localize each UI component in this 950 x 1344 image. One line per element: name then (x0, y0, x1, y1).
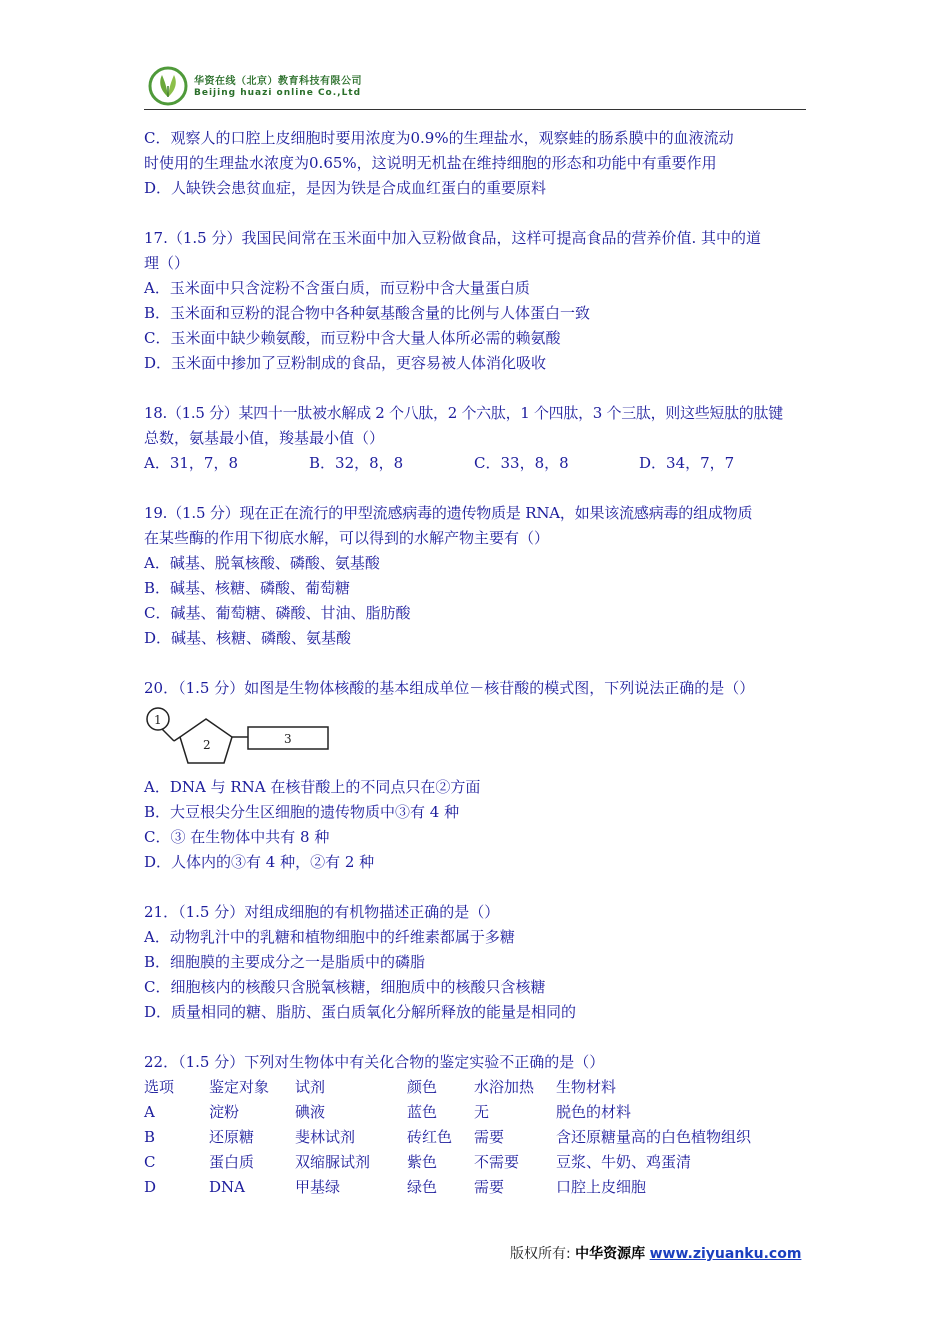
company-name-cn: 华资在线（北京）教育科技有限公司 (194, 76, 362, 87)
q21-option-b: B．细胞膜的主要成分之一是脂质中的磷脂 (144, 953, 426, 971)
q19-option-a: A．碱基、脱氧核酸、磷酸、氨基酸 (144, 554, 380, 572)
q16-option-d: D．人缺铁会患贫血症，是因为铁是合成血红蛋白的重要原料 (144, 179, 547, 197)
q17-stem-line2: 理（） (144, 254, 190, 272)
q18-option-a: A．31，7，8 (144, 454, 239, 472)
q20-option-d: D．人体内的③有 4 种，②有 2 种 (144, 853, 375, 871)
page-header (144, 66, 806, 110)
table-cell: 豆浆、牛奶、鸡蛋清 (556, 1153, 692, 1171)
q18-options (144, 451, 808, 476)
table-cell: A (144, 1103, 155, 1121)
q18-stem-line1: 18.（1.5 分）某四十一肽被水解成 2 个八肽，2 个六肽，1 个四肽，3 个三肽，则这些短肽的肽键 (144, 404, 783, 422)
bond-line-1 (162, 729, 174, 741)
q18-option-d: D．34，7，7 (639, 454, 735, 472)
nucleotide-diagram (144, 705, 808, 767)
table-header-cell: 水浴加热 (474, 1078, 535, 1096)
table-header-cell: 试剂 (295, 1078, 326, 1096)
q21-option-c: C．细胞核内的核酸只含脱氧核糖，细胞质中的核酸只含核糖 (144, 978, 546, 996)
q21-option-a: A．动物乳汁中的乳糖和植物细胞中的纤维素都属于多糖 (144, 928, 515, 946)
table-row (144, 1175, 796, 1200)
table-cell: 需要 (474, 1178, 505, 1196)
figure-label-3: 3 (284, 732, 292, 746)
table-cell: 脱色的材料 (556, 1103, 632, 1121)
header-divider (144, 109, 806, 110)
q21-stem: 21．（1.5 分）对组成细胞的有机物描述正确的是（） (144, 903, 500, 921)
q22-stem: 22．（1.5 分）下列对生物体中有关化合物的鉴定实验不正确的是（） (144, 1053, 605, 1071)
q19-option-b: B．碱基、核糖、磷酸、葡萄糖 (144, 579, 351, 597)
company-name-en: Beijing huazi online Co.,Ltd (194, 88, 362, 98)
copyright-label: 版权所有: (510, 1246, 571, 1262)
table-cell: 斐林试剂 (295, 1128, 356, 1146)
q19-stem-line2: 在某些酶的作用下彻底水解，可以得到的水解产物主要有（） (144, 529, 550, 547)
table-cell: 紫色 (407, 1153, 438, 1171)
table-cell: D (144, 1178, 157, 1196)
table-cell: 不需要 (474, 1153, 520, 1171)
q17-option-c: C．玉米面中缺少赖氨酸，而豆粉中含大量人体所必需的赖氨酸 (144, 329, 561, 347)
q20-option-a: A．DNA 与 RNA 在核苷酸上的不同点只在②方面 (144, 778, 481, 796)
q19-option-c: C．碱基、葡萄糖、磷酸、甘油、脂肪酸 (144, 604, 411, 622)
table-cell: 绿色 (407, 1178, 438, 1196)
table-cell: 蓝色 (407, 1103, 438, 1121)
site-name: 中华资源库 (575, 1246, 646, 1262)
table-cell: C (144, 1153, 156, 1171)
table-cell: 口腔上皮细胞 (556, 1178, 647, 1196)
q17-option-b: B．玉米面和豆粉的混合物中各种氨基酸含量的比例与人体蛋白一致 (144, 304, 591, 322)
q19-stem-line1: 19.（1.5 分）现在正在流行的甲型流感病毒的遗传物质是 RNA，如果该流感病毒的组成物质 (144, 504, 753, 522)
figure-label-2: 2 (203, 738, 211, 752)
q17-option-d: D．玉米面中掺加了豆粉制成的食品，更容易被人体消化吸收 (144, 354, 547, 372)
table-cell: B (144, 1128, 156, 1146)
q20-option-c: C．③ 在生物体中共有 8 种 (144, 828, 330, 846)
table-cell: 淀粉 (209, 1103, 240, 1121)
q16-option-c-line1: C．观察人的口腔上皮细胞时要用浓度为0.9%的生理盐水，观察蛙的肠系膜中的血液流动 (144, 129, 734, 147)
table-cell: 含还原糖量高的白色植物组织 (556, 1128, 752, 1146)
q20-stem: 20．（1.5 分）如图是生物体核酸的基本组成单位－核苷酸的模式图，下列说法正确的是（） (144, 679, 755, 697)
q20-option-b: B．大豆根尖分生区细胞的遗传物质中③有 4 种 (144, 803, 460, 821)
figure-label-1: 1 (154, 713, 162, 727)
leaf-circle-logo-icon (148, 66, 188, 106)
table-cell: 砖红色 (407, 1128, 453, 1146)
table-row (144, 1100, 796, 1125)
table-row (144, 1125, 796, 1150)
table-header-cell: 选项 (144, 1078, 175, 1096)
table-header-cell: 鉴定对象 (209, 1078, 270, 1096)
table-cell: 蛋白质 (209, 1153, 255, 1171)
table-cell: DNA (209, 1178, 245, 1196)
q18-stem-line2: 总数，氨基最小值，羧基最小值（） (144, 429, 385, 447)
q22-table (144, 1075, 796, 1200)
q17-option-a: A．玉米面中只含淀粉不含蛋白质，而豆粉中含大量蛋白质 (144, 279, 530, 297)
table-cell: 需要 (474, 1128, 505, 1146)
q18-option-b: B．32，8，8 (309, 454, 404, 472)
table-header-cell: 颜色 (407, 1078, 438, 1096)
q18-option-c: C．33，8，8 (474, 454, 569, 472)
table-cell: 双缩脲试剂 (295, 1153, 371, 1171)
q17-stem-line1: 17.（1.5 分）我国民间常在玉米面中加入豆粉做食品，这样可提高食品的营养价值. 其中的道 (144, 229, 762, 247)
table-cell: 还原糖 (209, 1128, 255, 1146)
table-row (144, 1150, 796, 1175)
nucleotide-diagram-svg (144, 705, 344, 767)
q19-option-d: D．碱基、核糖、磷酸、氨基酸 (144, 629, 352, 647)
site-url-link[interactable]: www.ziyuanku.com (649, 1246, 802, 1262)
table-header-row (144, 1075, 796, 1100)
table-cell: 无 (474, 1103, 490, 1121)
q21-option-d: D．质量相同的糖、脂肪、蛋白质氧化分解所释放的能量是相同的 (144, 1003, 577, 1021)
q16-option-c-line2: 时使用的生理盐水浓度为0.65%，这说明无机盐在维持细胞的形态和功能中有重要作用 (144, 154, 717, 172)
table-header-cell: 生物材料 (556, 1078, 617, 1096)
page-footer (510, 1243, 801, 1263)
question-content (144, 126, 808, 1200)
bond-line-2 (174, 737, 180, 741)
table-cell: 碘液 (295, 1103, 326, 1121)
table-cell: 甲基绿 (295, 1178, 341, 1196)
